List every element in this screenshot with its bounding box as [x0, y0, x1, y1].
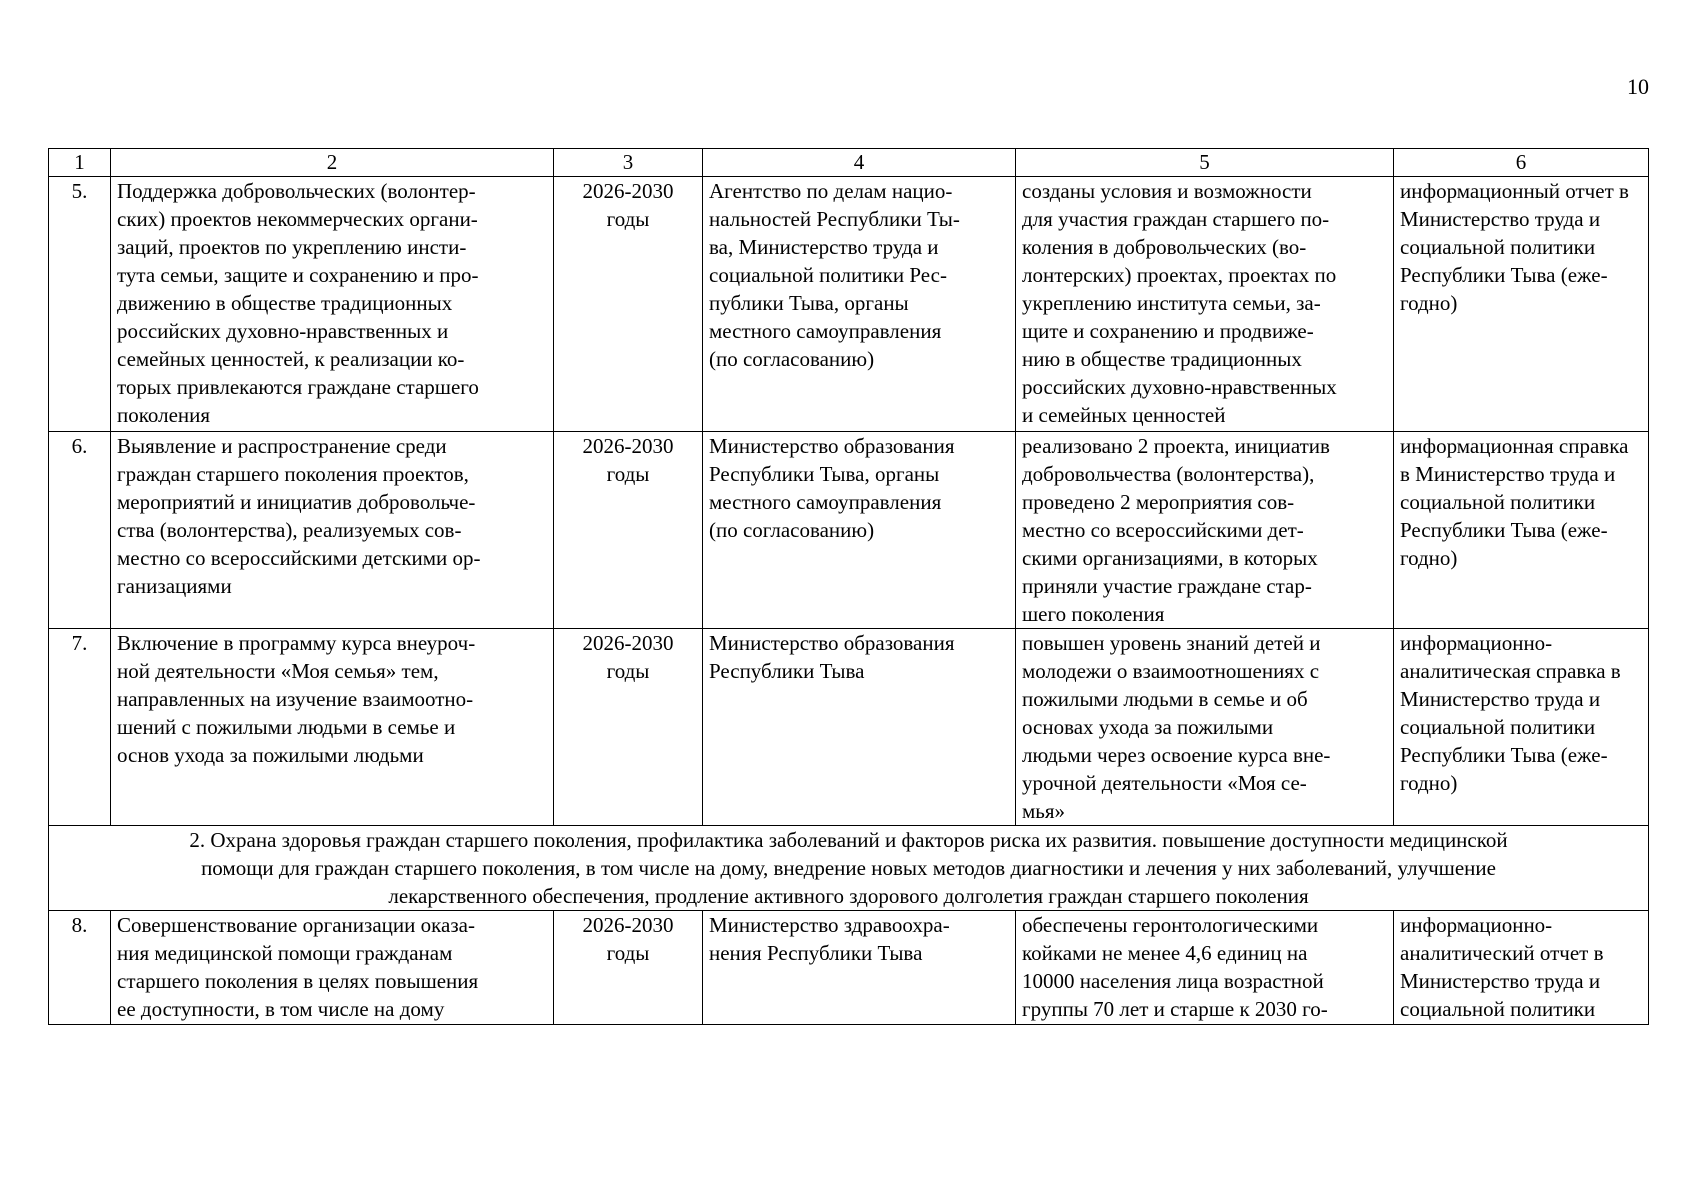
- report-cell: информационно- аналитический отчет в Министерство труда и социальной политики: [1394, 911, 1649, 1025]
- column-number: 3: [554, 149, 703, 177]
- period-cell: 2026-2030 годы: [554, 629, 703, 826]
- column-number: 6: [1394, 149, 1649, 177]
- column-number-header: [49, 149, 1649, 177]
- table-row: [49, 432, 1649, 629]
- report-cell: информационная справка в Министерство труда и социальной политики Республики Тыва (еже- годно): [1394, 432, 1649, 629]
- page-number: 10: [1627, 74, 1649, 99]
- action-plan-table: [48, 148, 1649, 1025]
- executors-cell: Министерство образования Республики Тыва, органы местного самоуправления (по согласованию): [703, 432, 1016, 629]
- report-cell: информационный отчет в Министерство труда и социальной политики Республики Тыва (еже- годно): [1394, 177, 1649, 432]
- row-number: 5.: [49, 177, 111, 432]
- column-number: 5: [1016, 149, 1394, 177]
- table-row: [49, 911, 1649, 1025]
- row-number: 6.: [49, 432, 111, 629]
- executors-cell: Министерство здравоохра- нения Республики Тыва: [703, 911, 1016, 1025]
- section-heading: 2. Охрана здоровья граждан старшего поколения, профилактика заболеваний и факторов риска их развития. повышение доступности медицинской помощи для граждан старшего поколения, в том числе на дому, внедрение новых методов диагностики и лечения у них заболеваний, улучшение лекарственного обеспечения, продление активного здорового долголетия граждан старшего поколения: [49, 826, 1649, 911]
- measure-cell: Совершенствование организации оказа- ния медицинской помощи гражданам старшего поколения в целях повышения ее доступности, в том числе на дому: [111, 911, 554, 1025]
- period-cell: 2026-2030 годы: [554, 911, 703, 1025]
- measure-cell: Выявление и распространение среди граждан старшего поколения проектов, мероприятий и инициатив добровольче- ства (волонтерства), реализуемых сов- местно со всероссийскими детскими ор- ганизациями: [111, 432, 554, 629]
- executors-cell: Министерство образования Республики Тыва: [703, 629, 1016, 826]
- result-cell: реализовано 2 проекта, инициатив добровольчества (волонтерства), проведено 2 мероприятия сов- местно со всероссийскими дет- скими организациями, в которых приняли участие граждане стар- шего поколения: [1016, 432, 1394, 629]
- table-row: [49, 629, 1649, 826]
- row-number: 7.: [49, 629, 111, 826]
- column-number: 2: [111, 149, 554, 177]
- period-cell: 2026-2030 годы: [554, 432, 703, 629]
- report-cell: информационно- аналитическая справка в Министерство труда и социальной политики Республики Тыва (еже- годно): [1394, 629, 1649, 826]
- period-cell: 2026-2030 годы: [554, 177, 703, 432]
- result-cell: обеспечены геронтологическими койками не менее 4,6 единиц на 10000 населения лица возрастной группы 70 лет и старше к 2030 го-: [1016, 911, 1394, 1025]
- column-number: 1: [49, 149, 111, 177]
- row-number: 8.: [49, 911, 111, 1025]
- table-row: [49, 177, 1649, 432]
- measure-cell: Включение в программу курса внеуроч- ной деятельности «Моя семья» тем, направленных на изучение взаимоотно- шений с пожилыми людьми в семье и основ ухода за пожилыми людьми: [111, 629, 554, 826]
- column-number: 4: [703, 149, 1016, 177]
- section-heading-row: [49, 826, 1649, 911]
- result-cell: повышен уровень знаний детей и молодежи о взаимоотношениях с пожилыми людьми в семье и об основах ухода за пожилыми людьми через освоение курса вне- урочной деятельности «Моя се- мья»: [1016, 629, 1394, 826]
- measure-cell: Поддержка добровольческих (волонтер- ских) проектов некоммерческих органи- заций, проектов по укреплению инсти- тута семьи, защите и сохранению и про- движению в обществе традиционных российских духовно-нравственных и семейных ценностей, к реализации ко- торых привлекаются граждане старшего поколения: [111, 177, 554, 432]
- executors-cell: Агентство по делам нацио- нальностей Республики Ты- ва, Министерство труда и социальной политики Рес- публики Тыва, органы местного самоуправления (по согласованию): [703, 177, 1016, 432]
- result-cell: созданы условия и возможности для участия граждан старшего по- коления в добровольческих (во- лонтерских) проектах, проектах по укреплению института семьи, за- щите и сохранению и продвиже- нию в обществе традиционных российских духовно-нравственных и семейных ценностей: [1016, 177, 1394, 432]
